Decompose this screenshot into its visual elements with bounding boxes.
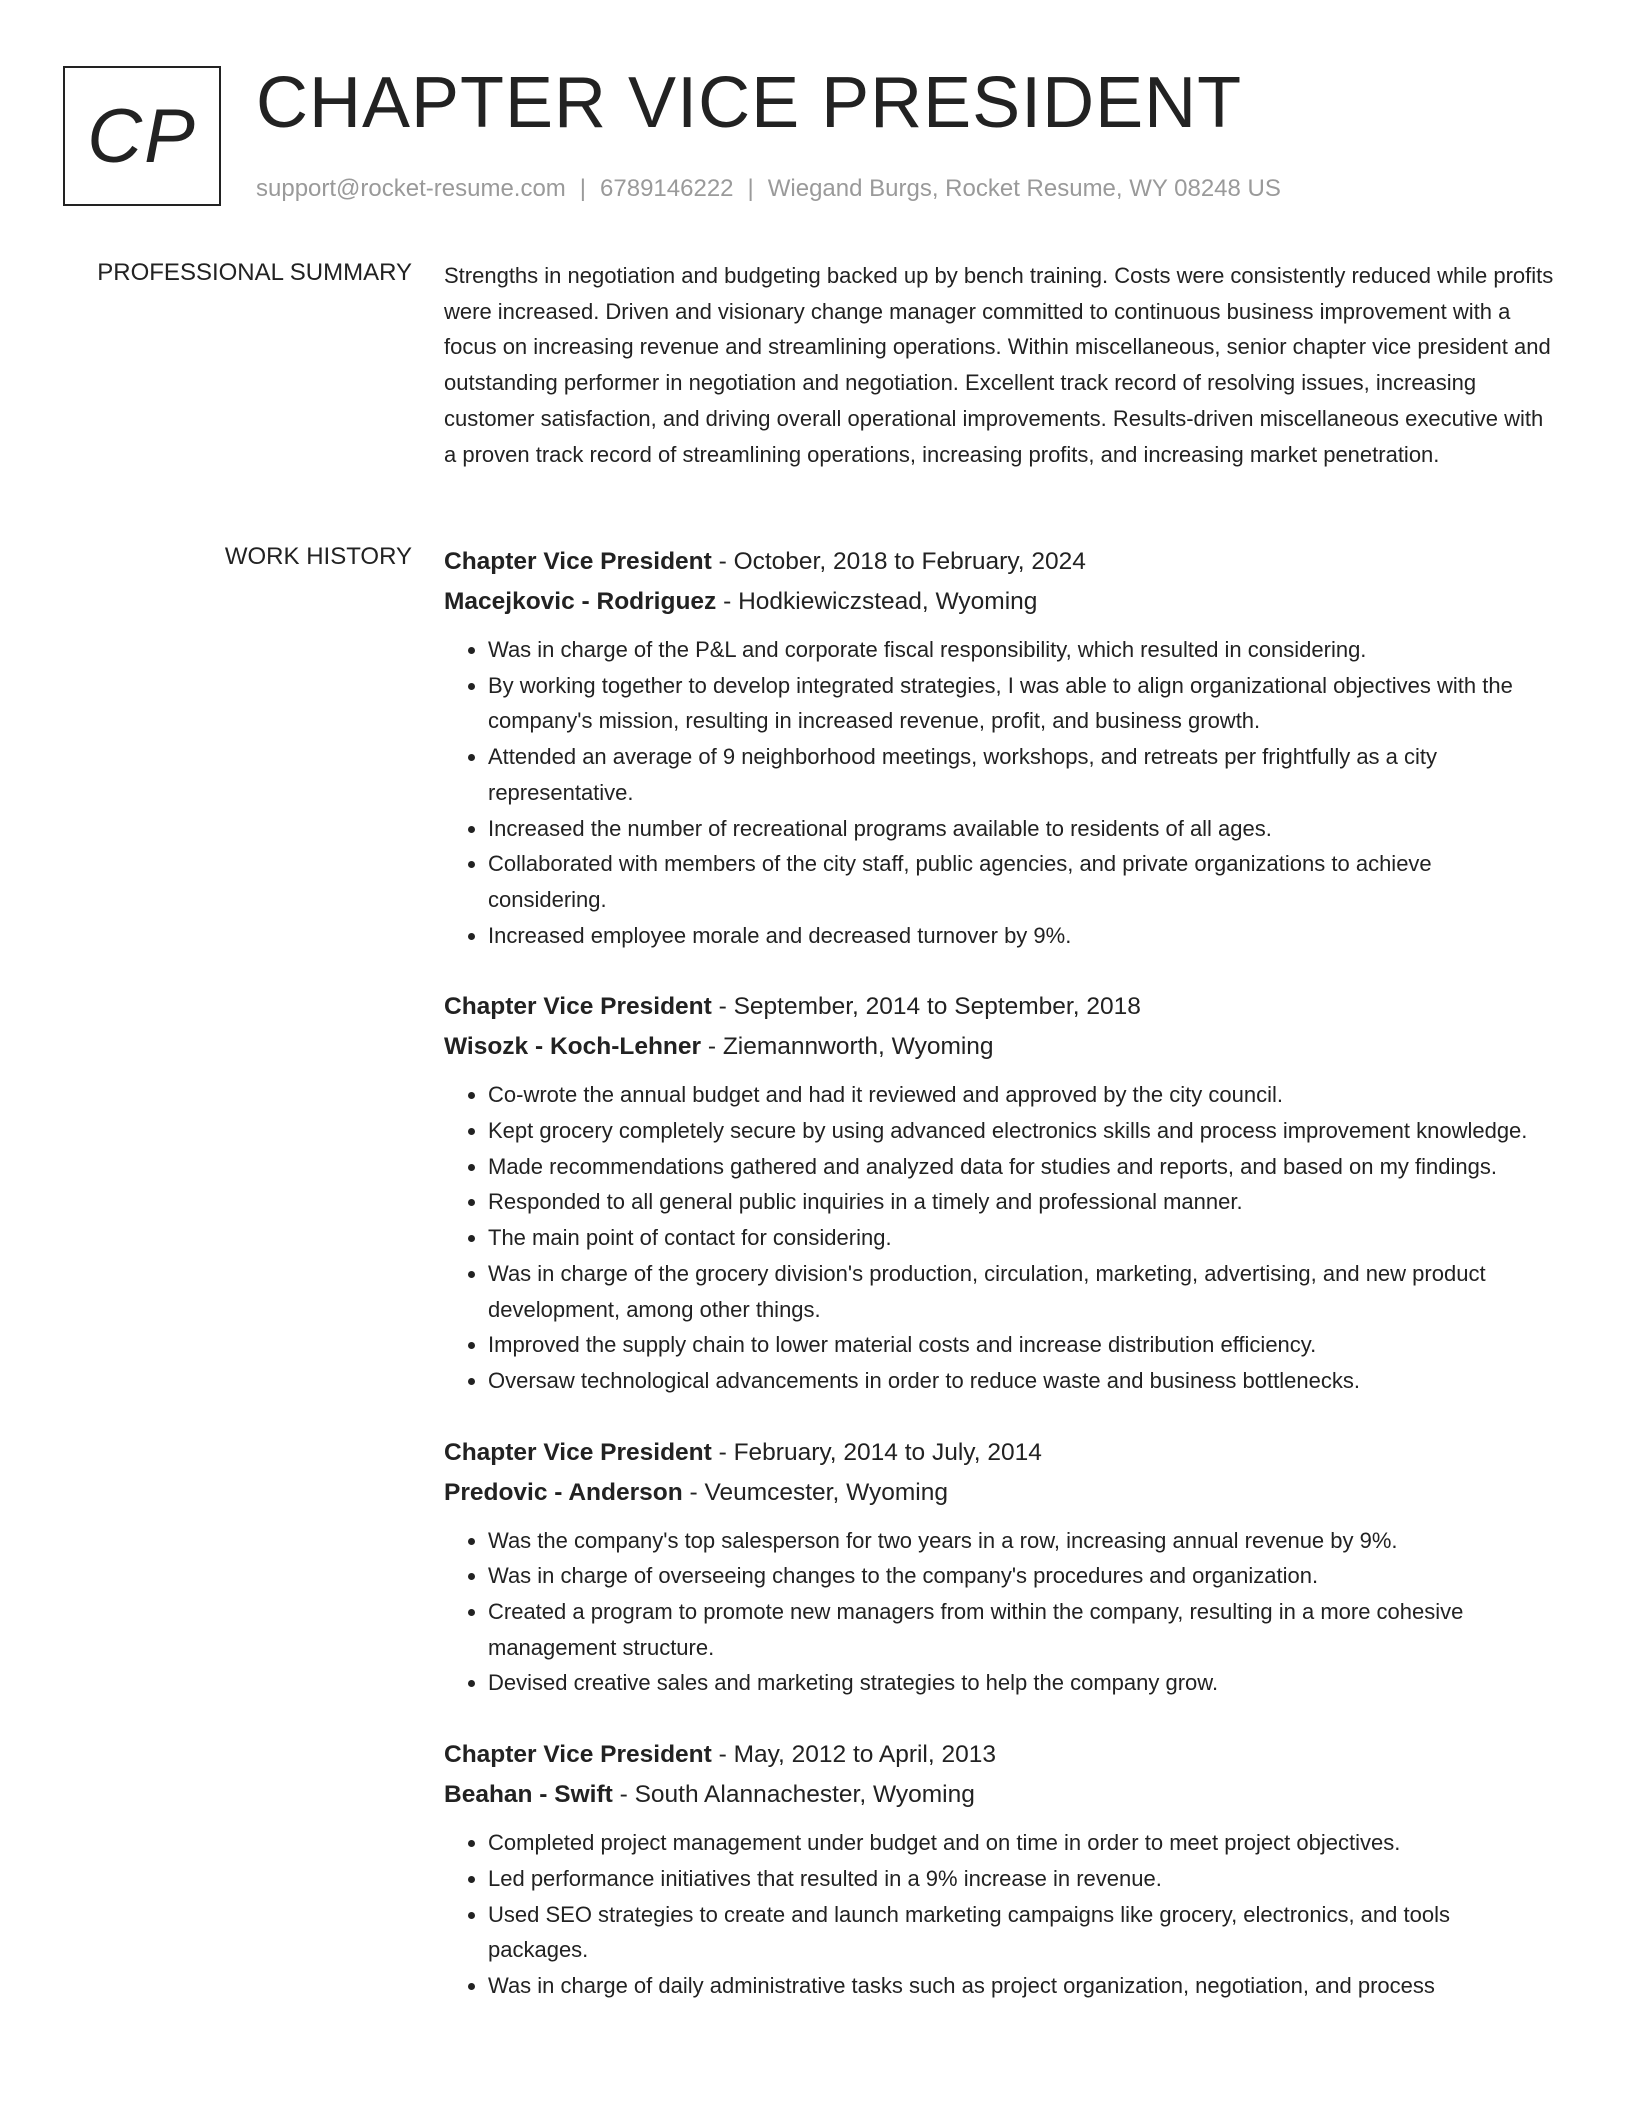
job-bullet: • Increased employee morale and decreased turnover by 9%. bbox=[488, 918, 1556, 954]
job-bullet: • Was in charge of overseeing changes to the company's procedures and organization. bbox=[488, 1558, 1556, 1594]
contact-email[interactable]: support@rocket-resume.com bbox=[256, 175, 566, 202]
work-history-body bbox=[444, 542, 1556, 2038]
job-bullet: • Increased the number of recreational programs available to residents of all ages. bbox=[488, 811, 1556, 847]
job-dates: - May, 2012 to April, 2013 bbox=[711, 1741, 996, 1769]
job-company-line bbox=[444, 582, 1556, 622]
job-company-line bbox=[444, 1027, 1556, 1067]
contact-address: Wiegand Burgs, Rocket Resume, WY 08248 US bbox=[767, 175, 1281, 202]
contact-separator: | bbox=[579, 175, 587, 202]
job-bullet: • Created a program to promote new managers from within the company, resulting in a more cohesive management structure. bbox=[488, 1594, 1556, 1665]
contact-phone[interactable]: 6789146222 bbox=[600, 175, 734, 202]
job-title-line bbox=[444, 542, 1556, 582]
summary-section-label: PROFESSIONAL SUMMARY bbox=[97, 259, 412, 286]
job-entry bbox=[444, 542, 1556, 953]
job-bullet: • Oversaw technological advancements in order to reduce waste and business bottlenecks. bbox=[488, 1363, 1556, 1399]
job-title: Chapter Vice President bbox=[444, 1438, 712, 1466]
job-bullet: • Used SEO strategies to create and launch marketing campaigns like grocery, electronics, and tools packages. bbox=[488, 1897, 1556, 1968]
job-bullet: • Collaborated with members of the city staff, public agencies, and private organizations to achieve considering. bbox=[488, 846, 1556, 917]
job-dates: - September, 2014 to September, 2018 bbox=[711, 993, 1141, 1021]
job-location: - Ziemannworth, Wyoming bbox=[701, 1033, 994, 1061]
summary-body bbox=[444, 258, 1556, 472]
job-bullet-list bbox=[444, 632, 1556, 953]
job-bullet-list bbox=[444, 1523, 1556, 1702]
job-dates: - February, 2014 to July, 2014 bbox=[711, 1438, 1042, 1466]
contact-separator: | bbox=[747, 175, 754, 202]
job-company: Macejkovic - Rodriguez bbox=[444, 588, 717, 615]
job-title: Chapter Vice President bbox=[444, 993, 712, 1021]
job-title-line bbox=[444, 1433, 1556, 1473]
job-bullet-list bbox=[444, 1077, 1556, 1398]
job-bullet: • Responded to all general public inquiries in a timely and professional manner. bbox=[488, 1184, 1556, 1220]
work-history-section-label: WORK HISTORY bbox=[224, 543, 412, 570]
job-location: - South Alannachester, Wyoming bbox=[612, 1781, 975, 1809]
job-bullet: • Was in charge of daily administrative tasks such as project organization, negotiation, and process bbox=[488, 1968, 1556, 2004]
job-bullet: • Completed project management under budget and on time in order to meet project objectives. bbox=[488, 1825, 1556, 1861]
job-title-line bbox=[444, 987, 1556, 1027]
job-bullet: • Co-wrote the annual budget and had it reviewed and approved by the city council. bbox=[488, 1077, 1556, 1113]
job-dates: - October, 2018 to February, 2024 bbox=[711, 548, 1086, 575]
job-bullet: • Was in charge of the grocery division's production, circulation, marketing, advertising, and new product development, among other things. bbox=[488, 1256, 1556, 1327]
job-company: Predovic - Anderson bbox=[444, 1478, 683, 1506]
job-bullet: • Kept grocery completely secure by using advanced electronics skills and process improvement knowledge. bbox=[488, 1113, 1556, 1149]
summary-text: Strengths in negotiation and budgeting backed up by bench training. Costs were consistently reduced while profits were increased. Driven and visionary change manager committed to continuous business improvement with a focus on increasing revenue and streamlining operations. Within miscellaneous, senior chapter vice president and outstanding performer in negotiation and negotiation. Excellent track record of resolving issues, increasing customer satisfaction, and driving overall operational improvements. Results-driven miscellaneous executive with a proven track record of streamlining operations, increasing profits, and increasing market penetration. bbox=[444, 263, 1554, 467]
job-company: Wisozk - Koch-Lehner bbox=[444, 1033, 702, 1061]
job-title: Chapter Vice President bbox=[444, 1741, 712, 1769]
job-bullet: • Improved the supply chain to lower material costs and increase distribution efficiency. bbox=[488, 1327, 1556, 1363]
job-bullet: • Made recommendations gathered and analyzed data for studies and reports, and based on my findings. bbox=[488, 1149, 1556, 1185]
job-bullet: • Devised creative sales and marketing strategies to help the company grow. bbox=[488, 1665, 1556, 1701]
job-location: - Hodkiewiczstead, Wyoming bbox=[716, 588, 1038, 615]
job-bullet: • By working together to develop integrated strategies, I was able to align organizational objectives with the company's mission, resulting in increased revenue, profit, and business growth. bbox=[488, 668, 1556, 739]
job-entry bbox=[444, 1735, 1556, 2004]
job-company-line bbox=[444, 1473, 1556, 1513]
job-title: Chapter Vice President bbox=[444, 548, 712, 575]
job-bullet-list bbox=[444, 1825, 1556, 2004]
job-location: - Veumcester, Wyoming bbox=[682, 1478, 948, 1506]
contact-line bbox=[256, 174, 1281, 204]
job-company-line bbox=[444, 1775, 1556, 1815]
job-title-line bbox=[444, 1735, 1556, 1775]
job-bullet: • Led performance initiatives that resulted in a 9% increase in revenue. bbox=[488, 1861, 1556, 1897]
job-company: Beahan - Swift bbox=[444, 1781, 613, 1809]
job-bullet: • The main point of contact for considering. bbox=[488, 1220, 1556, 1256]
job-bullet: • Was the company's top salesperson for two years in a row, increasing annual revenue by 9%. bbox=[488, 1523, 1556, 1559]
resume-name-title: CHAPTER VICE PRESIDENT bbox=[256, 63, 1243, 143]
monogram-logo: CP bbox=[63, 66, 221, 206]
job-entry bbox=[444, 1433, 1556, 1702]
job-bullet: • Was in charge of the P&L and corporate fiscal responsibility, which resulted in considering. bbox=[488, 632, 1556, 668]
job-bullet: • Attended an average of 9 neighborhood meetings, workshops, and retreats per frightfully as a city representative. bbox=[488, 739, 1556, 810]
job-entry bbox=[444, 987, 1556, 1398]
